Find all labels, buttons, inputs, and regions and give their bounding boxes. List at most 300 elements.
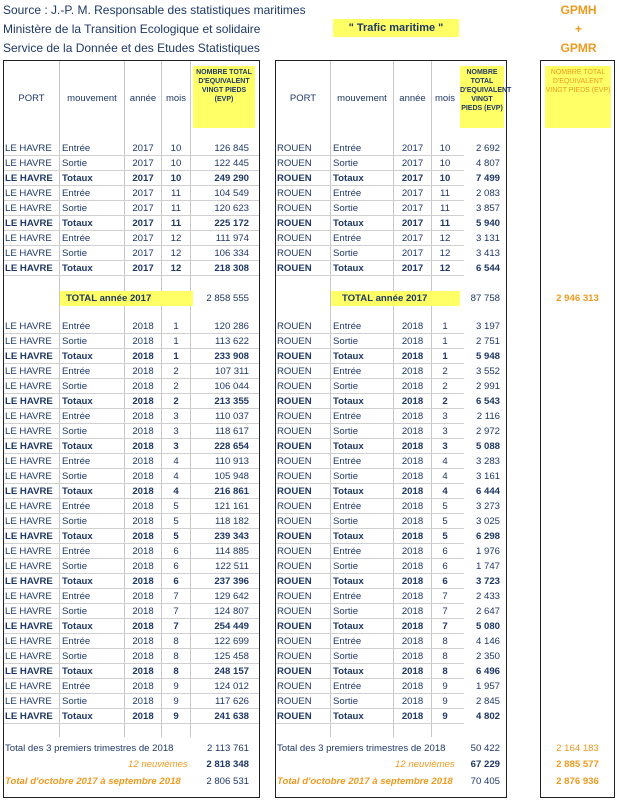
table-cell: 2018 (132, 651, 154, 662)
table-cell: ROUEN (277, 606, 312, 617)
table-cell: Totaux (333, 441, 364, 452)
table-cell: ROUEN (277, 426, 312, 437)
table-cell: LE HAVRE (5, 188, 52, 199)
table-cell: LE HAVRE (5, 263, 53, 274)
table-cell: 2017 (132, 173, 154, 184)
table-cell: Sortie (333, 381, 359, 392)
table-cell: Entrée (62, 456, 91, 467)
table-cell: 120 286 (214, 321, 249, 332)
table-cell: Totaux (333, 218, 364, 229)
table-cell: 2 (173, 366, 179, 377)
table-cell: 4 146 (475, 636, 500, 647)
table-cell: 218 308 (214, 263, 249, 274)
table-cell: Totaux (333, 711, 364, 722)
row-divider (276, 275, 464, 276)
n12-value-combined: 2 885 577 (556, 759, 599, 770)
table-cell: 10 (170, 173, 182, 184)
table-cell: 12 (170, 233, 182, 244)
table-cell: Totaux (62, 666, 93, 677)
table-cell: 233 908 (214, 351, 249, 362)
table-cell: Sortie (62, 203, 88, 214)
table-cell: 9 (173, 711, 179, 722)
table-cell: 2018 (401, 636, 424, 647)
table-cell: ROUEN (277, 531, 312, 542)
table-cell: 2018 (401, 426, 424, 437)
table-cell: Entrée (62, 591, 91, 602)
table-cell: ROUEN (277, 711, 312, 722)
table-cell: 241 638 (214, 711, 249, 722)
table-cell: LE HAVRE (5, 336, 52, 347)
table-cell: 5 (442, 531, 448, 542)
table-cell: 2 (173, 396, 179, 407)
table-cell: Totaux (333, 666, 364, 677)
table-cell: 1 957 (475, 681, 500, 692)
table-cell: Sortie (62, 651, 88, 662)
table-cell: 11 (171, 203, 181, 214)
table-cell: LE HAVRE (5, 143, 52, 154)
table-cell: Sortie (333, 471, 359, 482)
col-nombre-left: NOMBRE TOTAL D'EQUIVALENT VINGT PIEDS (EVP) (193, 66, 255, 128)
table-cell: 7 499 (475, 173, 500, 184)
table-cell: 2018 (401, 336, 424, 347)
table-cell: 2018 (401, 561, 424, 572)
table-cell: 7 (442, 606, 448, 617)
table-cell: ROUEN (277, 651, 312, 662)
table-cell: 122 699 (214, 636, 249, 647)
table-cell: 7 (442, 621, 448, 632)
table-cell: Totaux (333, 351, 364, 362)
table-cell: 6 (173, 546, 179, 557)
table-cell: 12 (170, 248, 182, 259)
table-cell: LE HAVRE (5, 696, 52, 707)
table-cell: 254 449 (214, 621, 249, 632)
gpmr-label: GPMR (560, 41, 597, 55)
table-cell: 2018 (132, 501, 154, 512)
table-cell: Entrée (62, 681, 91, 692)
table-cell: Entrée (62, 411, 91, 422)
table-cell: 122 445 (214, 158, 249, 169)
table-cell: 237 396 (214, 576, 249, 587)
table-cell: 10 (439, 158, 451, 169)
table-cell: 2018 (401, 696, 424, 707)
table-cell: LE HAVRE (5, 591, 52, 602)
table-cell: Entrée (62, 636, 91, 647)
table-cell: 11 (171, 188, 181, 199)
table-cell: 2017 (132, 233, 154, 244)
table-cell: ROUEN (277, 321, 312, 332)
table-cell: 2017 (132, 218, 154, 229)
table-cell: 1 747 (475, 561, 500, 572)
table-cell: 2018 (132, 441, 154, 452)
table-cell: ROUEN (277, 441, 312, 452)
table-cell: Sortie (62, 158, 88, 169)
table-cell: Entrée (333, 143, 362, 154)
table-cell: 2 972 (475, 426, 500, 437)
table-cell: 2018 (401, 411, 424, 422)
total-2017-left-label: TOTAL année 2017 (66, 293, 152, 304)
table-cell: 4 (173, 456, 179, 467)
table-cell: LE HAVRE (5, 351, 53, 362)
table-cell: 2018 (401, 621, 424, 632)
table-cell: 239 343 (214, 531, 249, 542)
table-cell: 2 (442, 381, 448, 392)
table-cell: 11 (440, 188, 450, 199)
table-cell: 2018 (401, 591, 424, 602)
table-cell: 1 (173, 351, 179, 362)
table-cell: 2018 (401, 366, 424, 377)
table-cell: LE HAVRE (5, 486, 53, 497)
oct-label-left: Total d'octobre 2017 à septembre 2018 (5, 776, 181, 787)
table-cell: Entrée (62, 233, 91, 244)
table-cell: Totaux (62, 531, 93, 542)
table-cell: 104 549 (214, 188, 249, 199)
table-cell: 2018 (132, 666, 154, 677)
table-cell: 9 (173, 681, 179, 692)
table-cell: 12 (439, 233, 451, 244)
table-cell: ROUEN (277, 621, 312, 632)
table-cell: ROUEN (277, 666, 312, 677)
table-cell: ROUEN (277, 336, 312, 347)
table-cell: 4 (442, 456, 448, 467)
table-cell: Totaux (62, 576, 93, 587)
table-cell: 5 (442, 501, 448, 512)
table-cell: LE HAVRE (5, 516, 52, 527)
table-cell: Entrée (333, 366, 362, 377)
table-cell: 2018 (132, 636, 154, 647)
table-cell: 2018 (132, 426, 154, 437)
table-cell: Entrée (62, 546, 91, 557)
table-cell: 2018 (132, 681, 154, 692)
table-cell: 3 857 (475, 203, 500, 214)
table-cell: 1 (442, 351, 448, 362)
table-cell: Sortie (333, 696, 359, 707)
table-cell: ROUEN (277, 696, 312, 707)
table-cell: LE HAVRE (5, 456, 52, 467)
table-cell: 6 (442, 561, 448, 572)
table-cell: 2018 (132, 321, 154, 332)
table-cell: Totaux (333, 486, 364, 497)
table-cell: 2018 (132, 711, 154, 722)
table-cell: 2018 (401, 486, 424, 497)
table-cell: 2018 (132, 471, 154, 482)
table-cell: ROUEN (277, 233, 312, 244)
trafic-maritime-label: " Trafic maritime " (333, 19, 459, 37)
table-cell: 8 (442, 636, 448, 647)
table-cell: 3 (173, 441, 179, 452)
table-cell: 7 (173, 591, 179, 602)
table-cell: Sortie (333, 561, 359, 572)
table-cell: 114 885 (215, 546, 249, 557)
table-cell: 6 (442, 576, 448, 587)
table-cell: Totaux (62, 351, 93, 362)
table-cell: Entrée (333, 636, 362, 647)
table-cell: LE HAVRE (5, 158, 52, 169)
table-cell: Sortie (333, 651, 359, 662)
table-cell: 113 622 (215, 336, 249, 347)
oct-label-right: Total d'octobre 2017 à septembre 2018 (277, 776, 453, 787)
table-cell: 228 654 (214, 441, 249, 452)
table-cell: 2 692 (475, 143, 500, 154)
col-mouvement-left: mouvement (67, 93, 117, 104)
table-cell: 2018 (401, 666, 424, 677)
table-cell: Totaux (62, 486, 93, 497)
col-nombre-right: NOMBRE TOTAL D'EQUIVALENT VINGT PIEDS (EVP) (460, 66, 504, 128)
table-cell: 105 948 (214, 471, 249, 482)
table-cell: 2018 (132, 456, 154, 467)
table-cell: 2018 (132, 336, 154, 347)
table-cell: 3 161 (475, 471, 500, 482)
table-cell: LE HAVRE (5, 666, 53, 677)
table-cell: ROUEN (277, 561, 312, 572)
table-cell: LE HAVRE (5, 321, 52, 332)
t3-value-right: 50 422 (470, 743, 500, 754)
table-cell: 124 807 (214, 606, 249, 617)
table-cell: Totaux (62, 621, 93, 632)
row-divider (276, 723, 464, 724)
table-cell: Entrée (333, 188, 362, 199)
table-cell: 6 496 (475, 666, 500, 677)
col-mois-right: mois (434, 93, 456, 104)
table-cell: 4 (173, 486, 179, 497)
table-cell: ROUEN (277, 173, 312, 184)
table-cell: 8 (442, 651, 448, 662)
table-cell: 10 (170, 158, 182, 169)
table-cell: 2 647 (475, 606, 500, 617)
table-cell: LE HAVRE (5, 531, 53, 542)
table-cell: 216 861 (214, 486, 249, 497)
table-cell: 2017 (132, 263, 154, 274)
table-cell: 2018 (132, 531, 154, 542)
table-cell: LE HAVRE (5, 471, 52, 482)
table-cell: 3 025 (475, 516, 500, 527)
table-cell: 2 (442, 366, 448, 377)
table-cell: LE HAVRE (5, 396, 53, 407)
table-cell: 2017 (132, 248, 154, 259)
table-cell: ROUEN (277, 591, 312, 602)
table-cell: Totaux (333, 621, 364, 632)
oct-value-right: 70 405 (470, 776, 500, 787)
table-cell: LE HAVRE (5, 411, 52, 422)
table-cell: 6 (173, 561, 179, 572)
table-cell: 2018 (132, 621, 154, 632)
table-cell: 3 283 (475, 456, 500, 467)
col-port-left: PORT (18, 93, 45, 104)
table-cell: 2 083 (475, 188, 500, 199)
table-cell: 6 (442, 546, 448, 557)
table-cell: 2018 (401, 471, 424, 482)
table-cell: Entrée (333, 456, 362, 467)
table-cell: Sortie (62, 516, 88, 527)
table-cell: 3 413 (475, 248, 500, 259)
table-cell: 1 (442, 336, 448, 347)
table-cell: 10 (439, 143, 451, 154)
col-mois-left: mois (165, 93, 187, 104)
table-cell: ROUEN (277, 501, 312, 512)
table-cell: 6 298 (475, 531, 500, 542)
table-cell: 11 (170, 218, 182, 229)
table-cell: Totaux (333, 263, 364, 274)
table-cell: Totaux (333, 396, 364, 407)
col-nombre-combined: NOMBRE TOTAL D'EQUIVALENT VINGT PIEDS (EVP) (545, 66, 611, 128)
table-cell: 2018 (132, 381, 154, 392)
table-cell: 5 (173, 531, 179, 542)
table-cell: 2018 (401, 546, 424, 557)
table-cell: Totaux (333, 576, 364, 587)
table-cell: ROUEN (277, 456, 312, 467)
total-2017-right-value: 87 758 (470, 293, 500, 304)
table-cell: LE HAVRE (5, 681, 52, 692)
table-cell: 1 (442, 321, 448, 332)
table-cell: 3 (442, 426, 448, 437)
table-cell: 213 355 (214, 396, 249, 407)
table-cell: 124 012 (214, 681, 249, 692)
table-cell: 106 044 (214, 381, 249, 392)
table-cell: 2 845 (475, 696, 500, 707)
table-cell: 6 (173, 576, 179, 587)
table-cell: Totaux (62, 263, 93, 274)
table-cell: 125 458 (214, 651, 249, 662)
table-cell: LE HAVRE (5, 501, 52, 512)
table-cell: LE HAVRE (5, 233, 52, 244)
table-cell: 5 948 (475, 351, 500, 362)
table-cell: Sortie (62, 606, 88, 617)
table-cell: Sortie (62, 471, 88, 482)
table-cell: 2018 (132, 516, 154, 527)
table-cell: 2018 (401, 456, 424, 467)
table-cell: Sortie (333, 426, 359, 437)
table-cell: ROUEN (277, 411, 312, 422)
table-cell: 2017 (401, 173, 424, 184)
table-cell: ROUEN (277, 516, 312, 527)
table-cell: 11 (439, 218, 451, 229)
table-cell: 5 080 (475, 621, 500, 632)
table-cell: Totaux (62, 396, 93, 407)
table-cell: ROUEN (277, 188, 312, 199)
table-cell: ROUEN (277, 263, 312, 274)
table-cell: 8 (442, 666, 448, 677)
table-cell: 2018 (132, 561, 154, 572)
row-divider (4, 275, 259, 276)
table-cell: Entrée (62, 188, 91, 199)
table-cell: 2018 (132, 486, 154, 497)
table-cell: 107 311 (215, 366, 249, 377)
combined-table-frame (540, 60, 615, 798)
table-cell: 2018 (132, 411, 154, 422)
table-cell: 2 751 (475, 336, 500, 347)
table-cell: 2018 (401, 396, 424, 407)
table-cell: 2018 (401, 351, 424, 362)
table-cell: Sortie (62, 336, 88, 347)
table-cell: ROUEN (277, 143, 312, 154)
table-cell: 8 (173, 636, 179, 647)
total-2017-left-value: 2 858 555 (206, 293, 249, 304)
table-cell: Entrée (62, 321, 91, 332)
table-cell: Totaux (62, 218, 93, 229)
table-cell: Sortie (333, 158, 359, 169)
table-cell: ROUEN (277, 158, 312, 169)
table-cell: ROUEN (277, 351, 312, 362)
table-cell: ROUEN (277, 218, 312, 229)
table-cell: 129 642 (214, 591, 249, 602)
table-cell: Entrée (62, 501, 91, 512)
oct-value-left: 2 806 531 (206, 776, 249, 787)
table-cell: 2017 (401, 158, 424, 169)
table-cell: 3 (173, 426, 179, 437)
table-cell: 2018 (401, 321, 424, 332)
t3-label-right: Total des 3 premiers trimestres de 2018 (277, 743, 446, 754)
table-cell: 9 (442, 711, 448, 722)
table-cell: 110 913 (215, 456, 249, 467)
table-cell: Sortie (333, 336, 359, 347)
table-cell: 118 182 (215, 516, 249, 527)
table-cell: 7 (173, 606, 179, 617)
table-cell: 12 (439, 263, 451, 274)
table-cell: 5 (173, 516, 179, 527)
table-cell: 4 (173, 471, 179, 482)
table-cell: 2018 (132, 366, 154, 377)
table-cell: 2017 (132, 203, 154, 214)
table-cell: 2017 (132, 158, 154, 169)
col-port-right: PORT (289, 93, 317, 104)
table-cell: Entrée (333, 501, 362, 512)
table-cell: 2 991 (475, 381, 500, 392)
table-cell: ROUEN (277, 203, 312, 214)
n12-value-right: 67 229 (470, 759, 500, 770)
ministry-line: Ministère de la Transition Ecologique et solidaire (3, 22, 261, 36)
table-cell: 2017 (401, 248, 424, 259)
table-cell: 4 (442, 486, 448, 497)
n12-value-left: 2 818 348 (206, 759, 249, 770)
table-cell: Sortie (62, 381, 88, 392)
table-cell: Entrée (62, 366, 91, 377)
table-cell: 2017 (132, 188, 154, 199)
table-cell: Sortie (62, 561, 88, 572)
table-cell: LE HAVRE (5, 576, 53, 587)
table-cell: 2018 (401, 501, 424, 512)
table-cell: Sortie (62, 696, 88, 707)
table-cell: Sortie (333, 203, 359, 214)
table-cell: 7 (173, 621, 179, 632)
table-cell: 2 (173, 381, 179, 392)
table-cell: 2018 (132, 576, 154, 587)
table-cell: 2018 (401, 516, 424, 527)
t3-value-left: 2 113 761 (207, 743, 249, 754)
total-2017-combined: 2 946 313 (556, 293, 599, 304)
table-cell: Entrée (333, 681, 362, 692)
table-cell: Totaux (333, 173, 364, 184)
table-cell: LE HAVRE (5, 606, 52, 617)
table-cell: 8 (173, 651, 179, 662)
table-cell: 8 (173, 666, 179, 677)
table-cell: LE HAVRE (5, 621, 53, 632)
table-cell: ROUEN (277, 396, 312, 407)
col-mouvement-right: mouvement (337, 93, 387, 104)
table-cell: 3 273 (475, 501, 500, 512)
table-cell: Entrée (333, 411, 362, 422)
table-cell: Sortie (62, 426, 88, 437)
table-cell: 3 (442, 441, 448, 452)
table-cell: ROUEN (277, 486, 312, 497)
row-divider (4, 723, 259, 724)
table-cell: LE HAVRE (5, 173, 53, 184)
table-cell: LE HAVRE (5, 203, 52, 214)
table-cell: 110 037 (215, 411, 249, 422)
table-cell: 5 940 (475, 218, 500, 229)
table-cell: 2017 (132, 143, 154, 154)
table-cell: ROUEN (277, 636, 312, 647)
t3-label-left: Total des 3 premiers trimestres de 2018 (5, 743, 174, 754)
table-cell: 2018 (132, 546, 154, 557)
